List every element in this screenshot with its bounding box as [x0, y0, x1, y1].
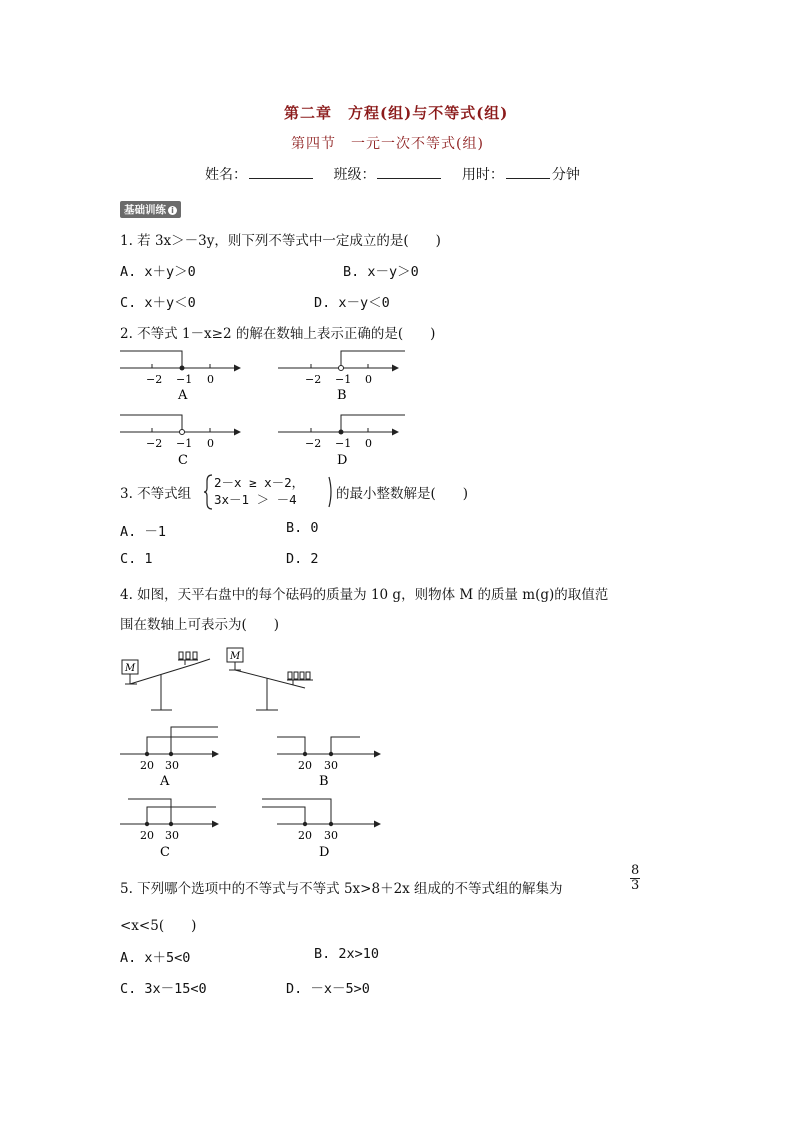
q2-b-tick: −1: [335, 373, 352, 386]
minutes-label: 分钟: [551, 167, 580, 183]
q4-a-tick: 30: [165, 759, 179, 772]
chapter-title: 第二章 方程(组)与不等式(组): [284, 104, 509, 122]
q2-a-label: A: [178, 388, 188, 403]
q2-c-tick: 0: [207, 437, 214, 450]
right-paren-icon: [328, 476, 334, 508]
q2-c-tick: −2: [146, 437, 163, 450]
time-blank[interactable]: [506, 166, 550, 179]
q5-option-c[interactable]: C. 3x－15<0: [120, 981, 207, 997]
q4-option-a[interactable]: [120, 727, 218, 789]
q3-option-b[interactable]: B. 0: [286, 520, 319, 536]
q4-c-label: C: [160, 845, 170, 860]
name-label: 姓名：: [205, 167, 247, 183]
q2-option-b[interactable]: [278, 351, 405, 403]
q1-option-a[interactable]: A. x＋y＞0: [120, 264, 196, 280]
student-info-row: [205, 164, 580, 184]
q4-c-tick: 30: [165, 829, 179, 842]
q4-a-label: A: [160, 774, 170, 789]
q3-system-line2: 3x－1 ＞ －4: [214, 492, 297, 507]
q2-number-lines: [110, 344, 430, 470]
q5-option-d[interactable]: D. －x－5>0: [286, 981, 370, 997]
q5-stem: [120, 877, 563, 897]
q4-stem-line1: 4. 如图，天平右盘中的每个砝码的质量为 10 g，则物体 M 的质量 m(g)的取值范: [120, 587, 609, 603]
q2-c-tick: −1: [176, 437, 193, 450]
q5-fraction-numerator: 8: [631, 863, 640, 878]
class-label: 班级：: [333, 167, 376, 183]
q4-b-tick: 30: [324, 759, 338, 772]
mass-label: M: [125, 663, 136, 674]
q4-option-b[interactable]: [277, 737, 380, 789]
mass-label: M: [230, 651, 241, 662]
q2-d-tick: −2: [305, 437, 322, 450]
q1-option-d[interactable]: D. x－y＜0: [314, 295, 390, 311]
q5-stem-line2: <x<5( ): [120, 918, 197, 934]
q5-stem-text: 5. 下列哪个选项中的不等式与不等式 5x>8＋2x 组成的不等式组的解集为: [120, 881, 563, 897]
q5-fraction-denominator: 3: [631, 878, 640, 893]
q4-d-tick: 20: [298, 829, 312, 842]
q2-option-c[interactable]: [120, 415, 240, 468]
q2-d-tick: 0: [365, 437, 372, 450]
q4-c-tick: 20: [140, 829, 154, 842]
q2-a-tick: −1: [176, 373, 193, 386]
q2-d-tick: −1: [335, 437, 352, 450]
q4-option-d[interactable]: [262, 799, 380, 860]
q2-option-a[interactable]: [120, 351, 240, 403]
q2-a-tick: −2: [146, 373, 163, 386]
q3-stem-suffix: 的最小整数解是( ): [336, 486, 469, 502]
q4-a-tick: 20: [140, 759, 154, 772]
q3-system-line1: 2－x ≥ x－2，: [214, 475, 305, 490]
q3-option-c[interactable]: C. 1: [120, 551, 153, 567]
q2-b-tick: −2: [305, 373, 322, 386]
balance-scale-left-heavy: [122, 652, 210, 710]
q4-option-c[interactable]: [120, 799, 218, 860]
q2-stem: 2. 不等式 1－x≥2 的解在数轴上表示正确的是( ): [120, 326, 436, 342]
q4-number-lines: [112, 722, 402, 862]
badge-label: 基础训练: [124, 204, 166, 216]
q2-b-tick: 0: [365, 373, 372, 386]
q4-b-tick: 20: [298, 759, 312, 772]
q2-c-label: C: [178, 453, 188, 468]
time-label: 用时：: [461, 167, 504, 183]
q1-stem: 1. 若 3x＞－3y，则下列不等式中一定成立的是( ): [120, 233, 441, 249]
section-badge: [120, 201, 181, 218]
q3-option-a[interactable]: A. －1: [120, 524, 167, 540]
q5-option-a[interactable]: A. x＋5<0: [120, 950, 191, 966]
q5-option-b[interactable]: B. 2x>10: [314, 946, 380, 962]
name-blank[interactable]: [249, 166, 313, 179]
q2-d-label: D: [337, 453, 348, 468]
q2-a-tick: 0: [207, 373, 214, 386]
q2-b-label: B: [337, 388, 347, 403]
q4-d-label: D: [319, 845, 330, 860]
q4-d-tick: 30: [324, 829, 338, 842]
q2-option-d[interactable]: [278, 415, 405, 468]
left-brace-icon: [204, 474, 214, 510]
q5-fraction: [630, 864, 640, 893]
q1-option-c[interactable]: C. x＋y＜0: [120, 295, 196, 311]
q3-option-d[interactable]: D. 2: [286, 551, 319, 567]
q4-stem-line2: 围在数轴上可表示为( ): [120, 617, 280, 633]
q4-b-label: B: [319, 774, 329, 789]
balance-scale-right-heavy: [227, 648, 313, 710]
class-blank[interactable]: [377, 166, 441, 179]
q1-option-b[interactable]: B. x－y＞0: [343, 264, 419, 280]
balance-scales: [115, 640, 325, 718]
circle-info-icon: i: [168, 206, 177, 215]
section-title: 第四节 一元一次不等式(组): [291, 136, 484, 152]
q3-stem-prefix: 3. 不等式组: [120, 486, 192, 502]
